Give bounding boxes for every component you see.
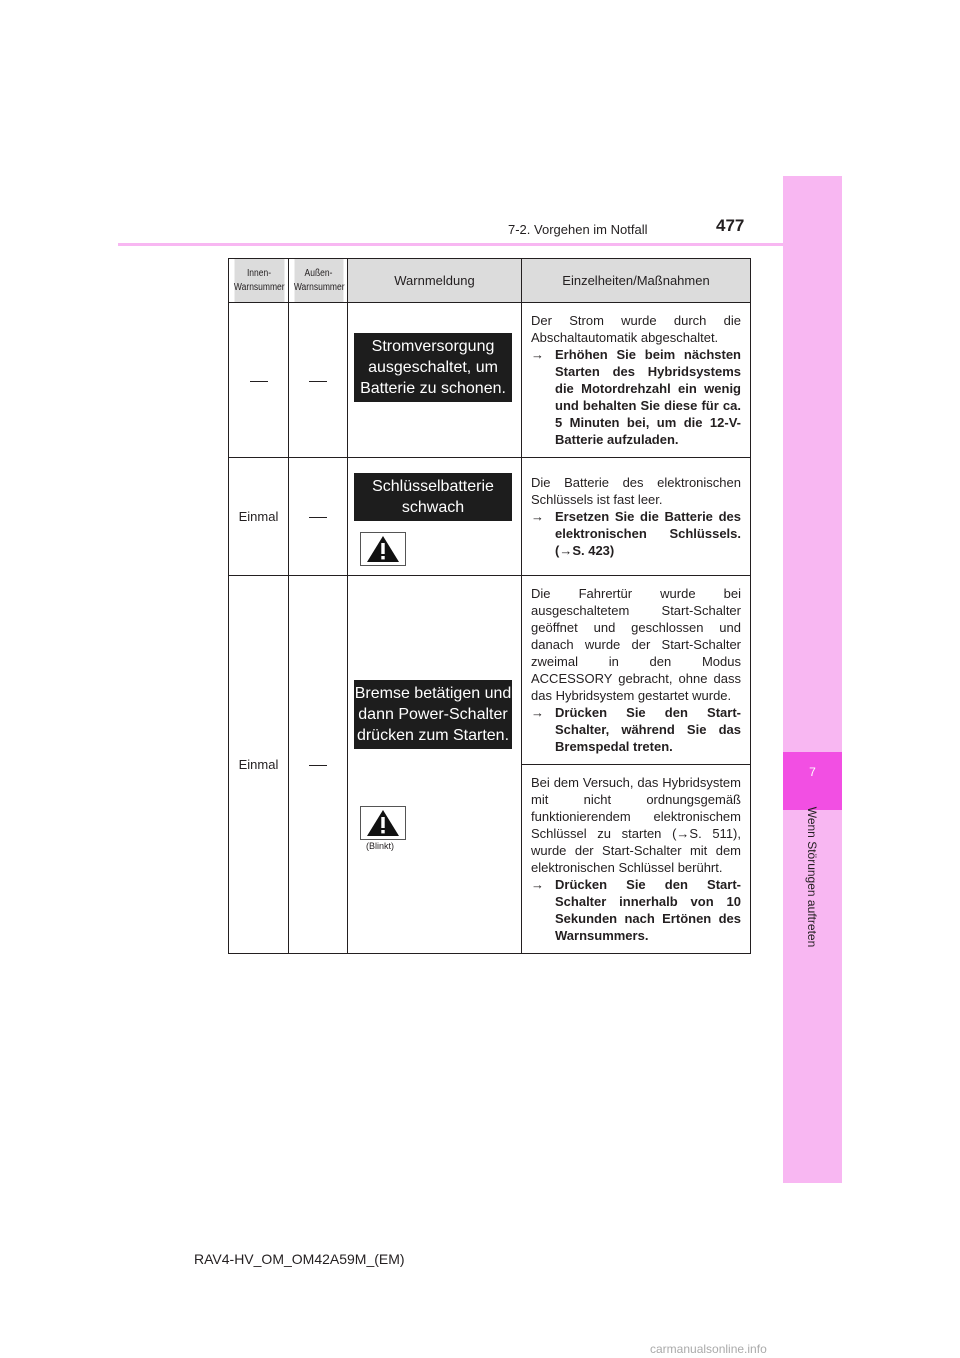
details-text: Der Strom wurde durch die Abschaltautomatik abgeschaltet. [531,313,741,345]
header-warning-message: Warnmeldung [348,259,522,303]
action-text: → Ersetzen Sie die Batterie des elektronischen Schlüssels. (→S. 423) [531,509,741,558]
chapter-title: Wenn Störungen auftreten [805,806,819,948]
warning-message-table [228,258,751,954]
none-dash [250,381,268,382]
action-text: → Drücken Sie den Start-Schalter innerhalb von 10 Sekunden nach Ertönen des Warnsummers. [531,877,741,943]
none-dash [309,517,327,518]
internal-buzzer-cell: Einmal [229,576,289,954]
none-dash [309,381,327,382]
chapter-number: 7 [783,752,842,810]
details-cell [522,576,751,765]
details-text: Die Batterie des elektronischen Schlüssels ist fast leer. [531,475,741,507]
watermark: carmanualsonline.info [650,1342,767,1356]
display-message: Stromversorgung ausgeschaltet, um Batterie zu schonen. [354,333,512,402]
details-text: Die Fahrertür wurde bei ausgeschaltetem Start-Schalter geöffnet und geschlossen und danach wurde der Start-Schalter zweimal in den Modus ACCESSORY gebracht, ohne dass das Hybridsystem gestartet wurde. [531,586,741,703]
header-external-buzzer: Außen-Warnsummer [293,259,343,303]
external-buzzer-cell [289,458,348,576]
page-number: 477 [716,216,745,235]
action-text: → Erhöhen Sie beim nächsten Starten des Hybridsystems die Motordrehzahl ein wenig und behalten Sie diese für ca. 5 Minuten bei, um die 12-V-Batterie aufzuladen. [531,347,741,447]
table-row [229,576,751,765]
warning-message-cell [348,576,522,954]
warning-light-box [360,532,406,566]
warning-message-cell [348,458,522,576]
internal-buzzer-cell [229,303,289,458]
arrow-icon: → [531,705,544,720]
display-message: Schlüsselbatterie schwach [354,473,512,521]
external-buzzer-cell [289,303,348,458]
details-text: Bei dem Versuch, das Hybridsystem mit nicht ordnungsgemäß funktionierendem elektronischem Schlüssel zu starten (→S. 511), wurde der Start-Schalter mit dem elektronischen Schlüssel berührt. [531,775,741,875]
details-cell [522,765,751,954]
arrow-icon: → [531,347,544,362]
table-header-row [229,259,751,303]
warning-triangle-icon [366,535,400,563]
internal-buzzer-cell: Einmal [229,458,289,576]
table-row [229,458,751,576]
header-details: Einzelheiten/Maßnahmen [522,259,751,303]
none-dash [309,765,327,766]
header-rule [118,243,783,246]
chapter-side-tab [783,176,842,1183]
arrow-icon: → [531,509,544,524]
warning-triangle-icon [366,809,400,837]
action-text: → Drücken Sie den Start-Schalter, während Sie das Bremspedal treten. [531,705,741,754]
blink-note: (Blinkt) [366,841,395,851]
header-internal-buzzer: Innen-Warnsummer [233,259,284,303]
section-title: 7-2. Vorgehen im Notfall [508,222,648,237]
details-cell [522,458,751,576]
warning-message-cell [348,303,522,458]
display-message: Bremse betätigen und dann Power-Schalter drücken zum Starten. [354,680,512,749]
external-buzzer-cell [289,576,348,954]
details-cell [522,303,751,458]
document-code: RAV4-HV_OM_OM42A59M_(EM) [194,1251,405,1267]
arrow-icon: → [531,877,544,892]
warning-light-box [360,806,406,840]
table-row [229,303,751,458]
